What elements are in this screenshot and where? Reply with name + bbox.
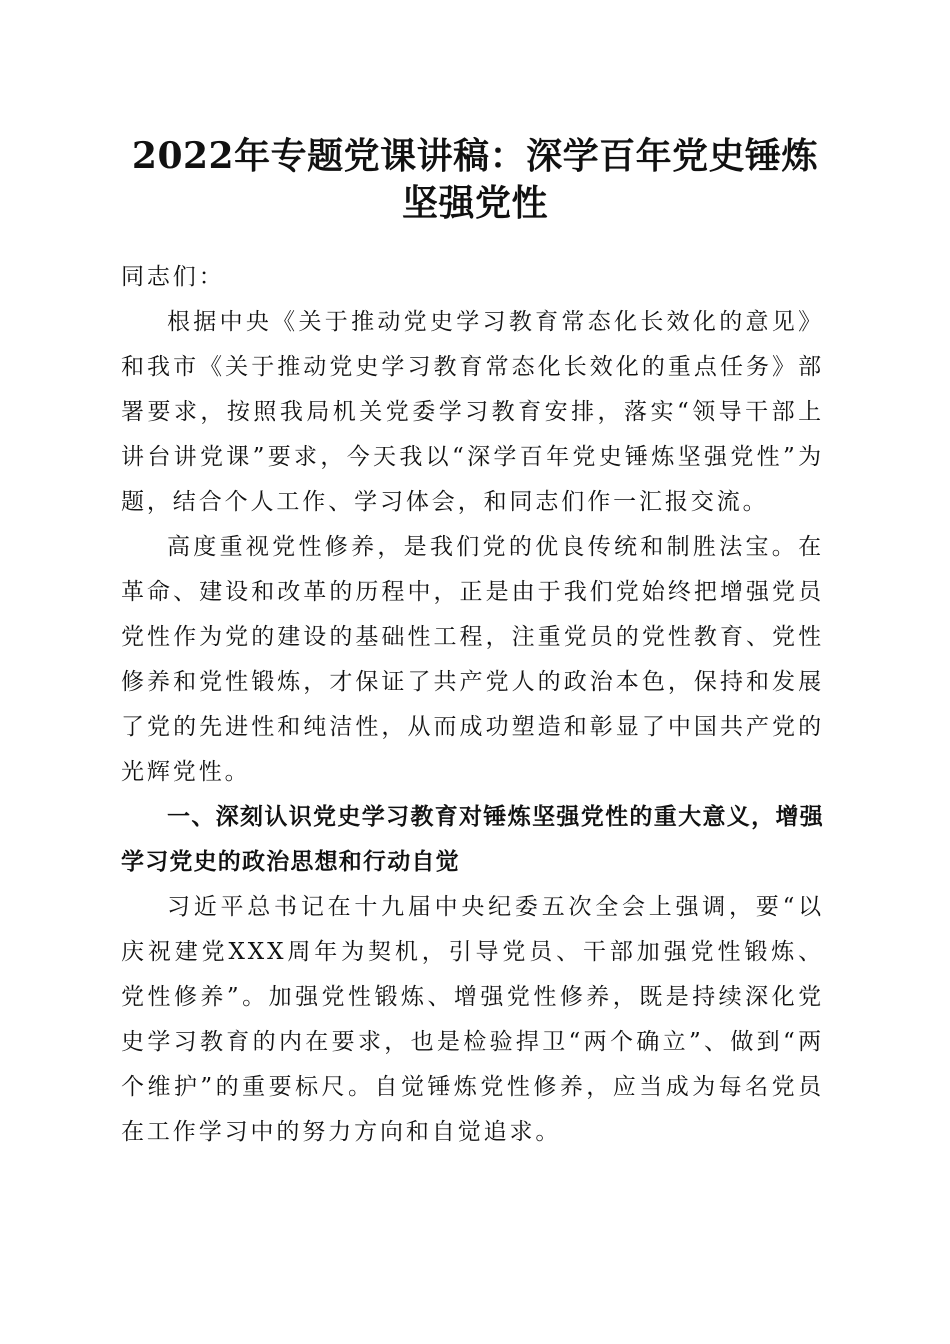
salutation: 同志们： — [121, 264, 225, 290]
section-heading: 一、深刻认识党史学习教育对锤炼坚强党性的重大意义，增强学习党史的政治思想和行动自觉 — [121, 804, 824, 875]
section-paragraph: 习近平总书记在十九届中央纪委五次全会上强调，要“以庆祝建党XXX周年为契机，引导党员、干部加强党性锻炼、党性修养”。加强党性锻炼、增强党性修养，既是持续深化党史学习教育的内在要求，也是检验捍卫“两个确立”、做到“两个维护”的重要标尺。自觉锤炼党性修养，应当成为每名党员在工作学习中的努力方向和自觉追求。 — [121, 894, 824, 1145]
document-body — [121, 255, 824, 1155]
body-paragraph: 高度重视党性修养，是我们党的优良传统和制胜法宝。在革命、建设和改革的历程中，正是由于我们党始终把增强党员党性作为党的建设的基础性工程，注重党员的党性教育、党性修养和党性锻炼，才保证了共产党人的政治本色，保持和发展了党的先进性和纯洁性，从而成功塑造和彰显了中国共产党的光辉党性。 — [121, 534, 824, 785]
intro-paragraph: 根据中央《关于推动党史学习教育常态化长效化的意见》和我市《关于推动党史学习教育常态化长效化的重点任务》部署要求，按照我局机关党委学习教育安排，落实“领导干部上讲台讲党课”要求，今天我以“深学百年党史锤炼坚强党性”为题，结合个人工作、学习体会，和同志们作一汇报交流。 — [121, 309, 824, 515]
document-title: 2022年专题党课讲稿：深学百年党史锤炼坚强党性 — [131, 135, 819, 224]
